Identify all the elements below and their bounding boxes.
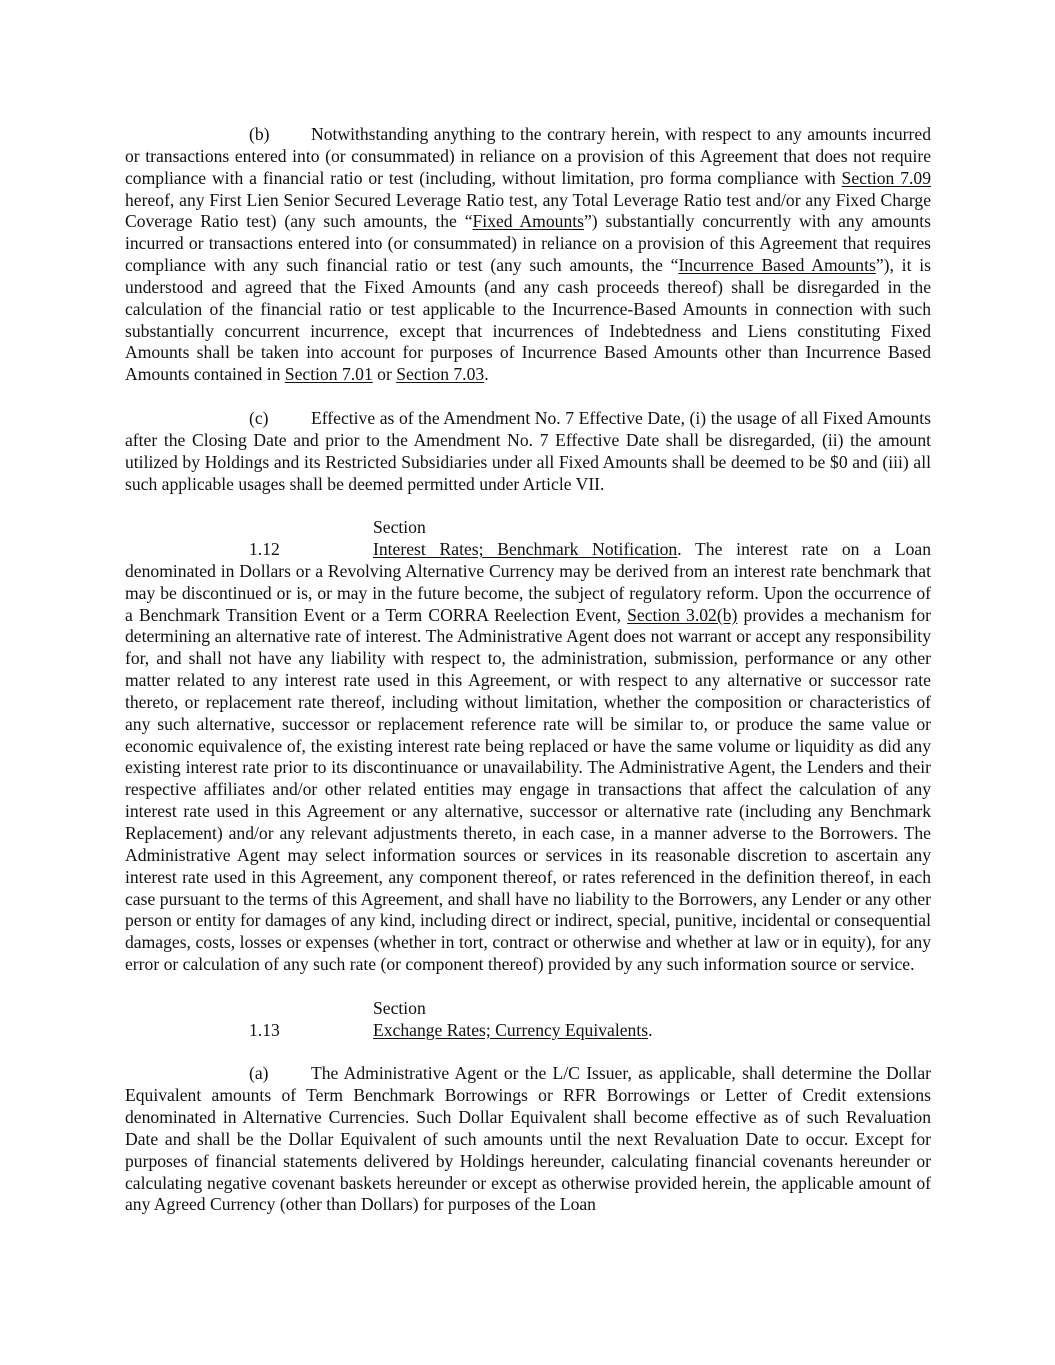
cross-reference-link[interactable]: Section 7.09 xyxy=(841,167,931,188)
section-heading xyxy=(249,997,649,1040)
paragraph-number: (a) xyxy=(249,1063,269,1084)
defined-term: Incurrence Based Amounts xyxy=(678,255,876,276)
section-1-12: Section 1.12 Interest Rates; Benchmark Notification. The interest rate on a Loan denominated in Dollars or a Revolving Alternative Currency may be derived from an interest rate benchmark that may be discontinued or is, or may in the future become, the subject of regulatory reform. Upon the occurrence of a Benchmark Transition Event or a Term CORRA Reelection Event, Section 3.02(b) provides a mechanism for determining an alternative rate of interest. The Administrative Agent does not warrant or accept any responsibility for, and shall not have any liability with respect to, the administration, submission, performance or any other matter related to any interest rate used in this Agreement, or with respect to any alternative or successor rate thereto, or replacement rate thereof, including without limitation, whether the composition or characteristics of any such alternative, successor or replacement reference rate will be similar to, or produce the same value or economic equivalence of, the existing interest rate being replaced or have the same volume or liquidity as did any existing interest rate prior to its discontinuance or unavailability. The Administrative Agent, the Lenders and their respective affiliates and/or other related entities may engage in transactions that affect the calculation of any interest rate used in this Agreement or any alternative, successor or alternative rate (including any Benchmark Replacement) and/or any relevant adjustments thereto, in each case, in a manner adverse to the Borrowers. The Administrative Agent may select information sources or services in its reasonable discretion to ascertain any interest rate used in this Agreement, any component thereof, or rates referenced in the definition thereof, in each case pursuant to the terms of this Agreement, and shall have no liability to the Borrowers, any Lender or any other person or entity for damages of any kind, including direct or indirect, special, punitive, incidental or consequential damages, costs, losses or expenses (whether in tort, contract or otherwise and whether at law or in equity), for any error or calculation of any such rate (or component thereof) provided by any such information source or service. xyxy=(125,517,931,975)
section-title: Exchange Rates; Currency Equivalents xyxy=(373,1019,649,1040)
paragraph-a: (a) The Administrative Agent or the L/C Issuer, as applicable, shall determine the Dollar Equivalent amounts of Term Benchmark Borrowings or RFR Borrowings or Letter of Credit extensions denominated in Alternative Currencies. Such Dollar Equivalent shall become effective as of such Revaluation Date and shall be the Dollar Equivalent of such amounts until the next Revaluation Date to occur. Except for purposes of financial statements delivered by Holdings hereunder, calculating financial covenants hereunder or calculating negative covenant baskets hereunder or except as otherwise provided herein, the applicable amount of any Agreed Currency (other than Dollars) for purposes of the Loan xyxy=(125,1063,931,1215)
section-1-13-heading: Section 1.13 Exchange Rates; Currency Equivalents. xyxy=(249,997,653,1040)
cross-reference-link[interactable]: Section 3.02(b) xyxy=(627,604,738,625)
paragraph-number: (b) xyxy=(249,124,270,144)
section-number: Section 1.13 xyxy=(249,997,426,1040)
paragraph-number: (c) xyxy=(249,407,269,428)
section-number: Section 1.12 xyxy=(249,517,426,560)
section-heading xyxy=(249,517,678,560)
defined-term: Fixed Amounts xyxy=(472,211,584,232)
document-page xyxy=(125,124,931,1238)
cross-reference-link[interactable]: Section 7.03 xyxy=(396,364,485,385)
paragraph-c: (c) Effective as of the Amendment No. 7 Effective Date, (i) the usage of all Fixed Amounts after the Closing Date and prior to the Amendment No. 7 Effective Date shall be disregarded, (ii) the amount utilized by Holdings and its Restricted Subsidiaries under all Fixed Amounts shall be deemed to be $0 and (iii) all such applicable usages shall be deemed permitted under Article VII. xyxy=(125,407,931,494)
section-title: Interest Rates; Benchmark Notification xyxy=(373,539,678,560)
paragraph-b: (b) Notwithstanding anything to the contrary herein, with respect to any amounts incurred or transactions entered into (or consummated) in reliance on a provision of this Agreement that does not require compliance with a financial ratio or test (including, without limitation, pro forma compliance with Section 7.09 hereof, any First Lien Senior Secured Leverage Ratio test, any Total Leverage Ratio test and/or any Fixed Charge Coverage Ratio test) (any such amounts, the “Fixed Amounts”) substantially concurrently with any amounts incurred or transactions entered into (or consummated) in reliance on a provision of this Agreement that requires compliance with any such financial ratio or test (any such amounts, the “Incurrence Based Amounts”), it is understood and agreed that the Fixed Amounts (and any cash proceeds thereof) shall be disregarded in the calculation of the financial ratio or test applicable to the Incurrence-Based Amounts in connection with such substantially concurrent incurrence, except that incurrences of Indebtedness and Liens constituting Fixed Amounts shall be taken into account for purposes of Incurrence Based Amounts other than Incurrence Based Amounts contained in Section 7.01 or Section 7.03. xyxy=(125,124,932,385)
cross-reference-link[interactable]: Section 7.01 xyxy=(284,364,373,385)
